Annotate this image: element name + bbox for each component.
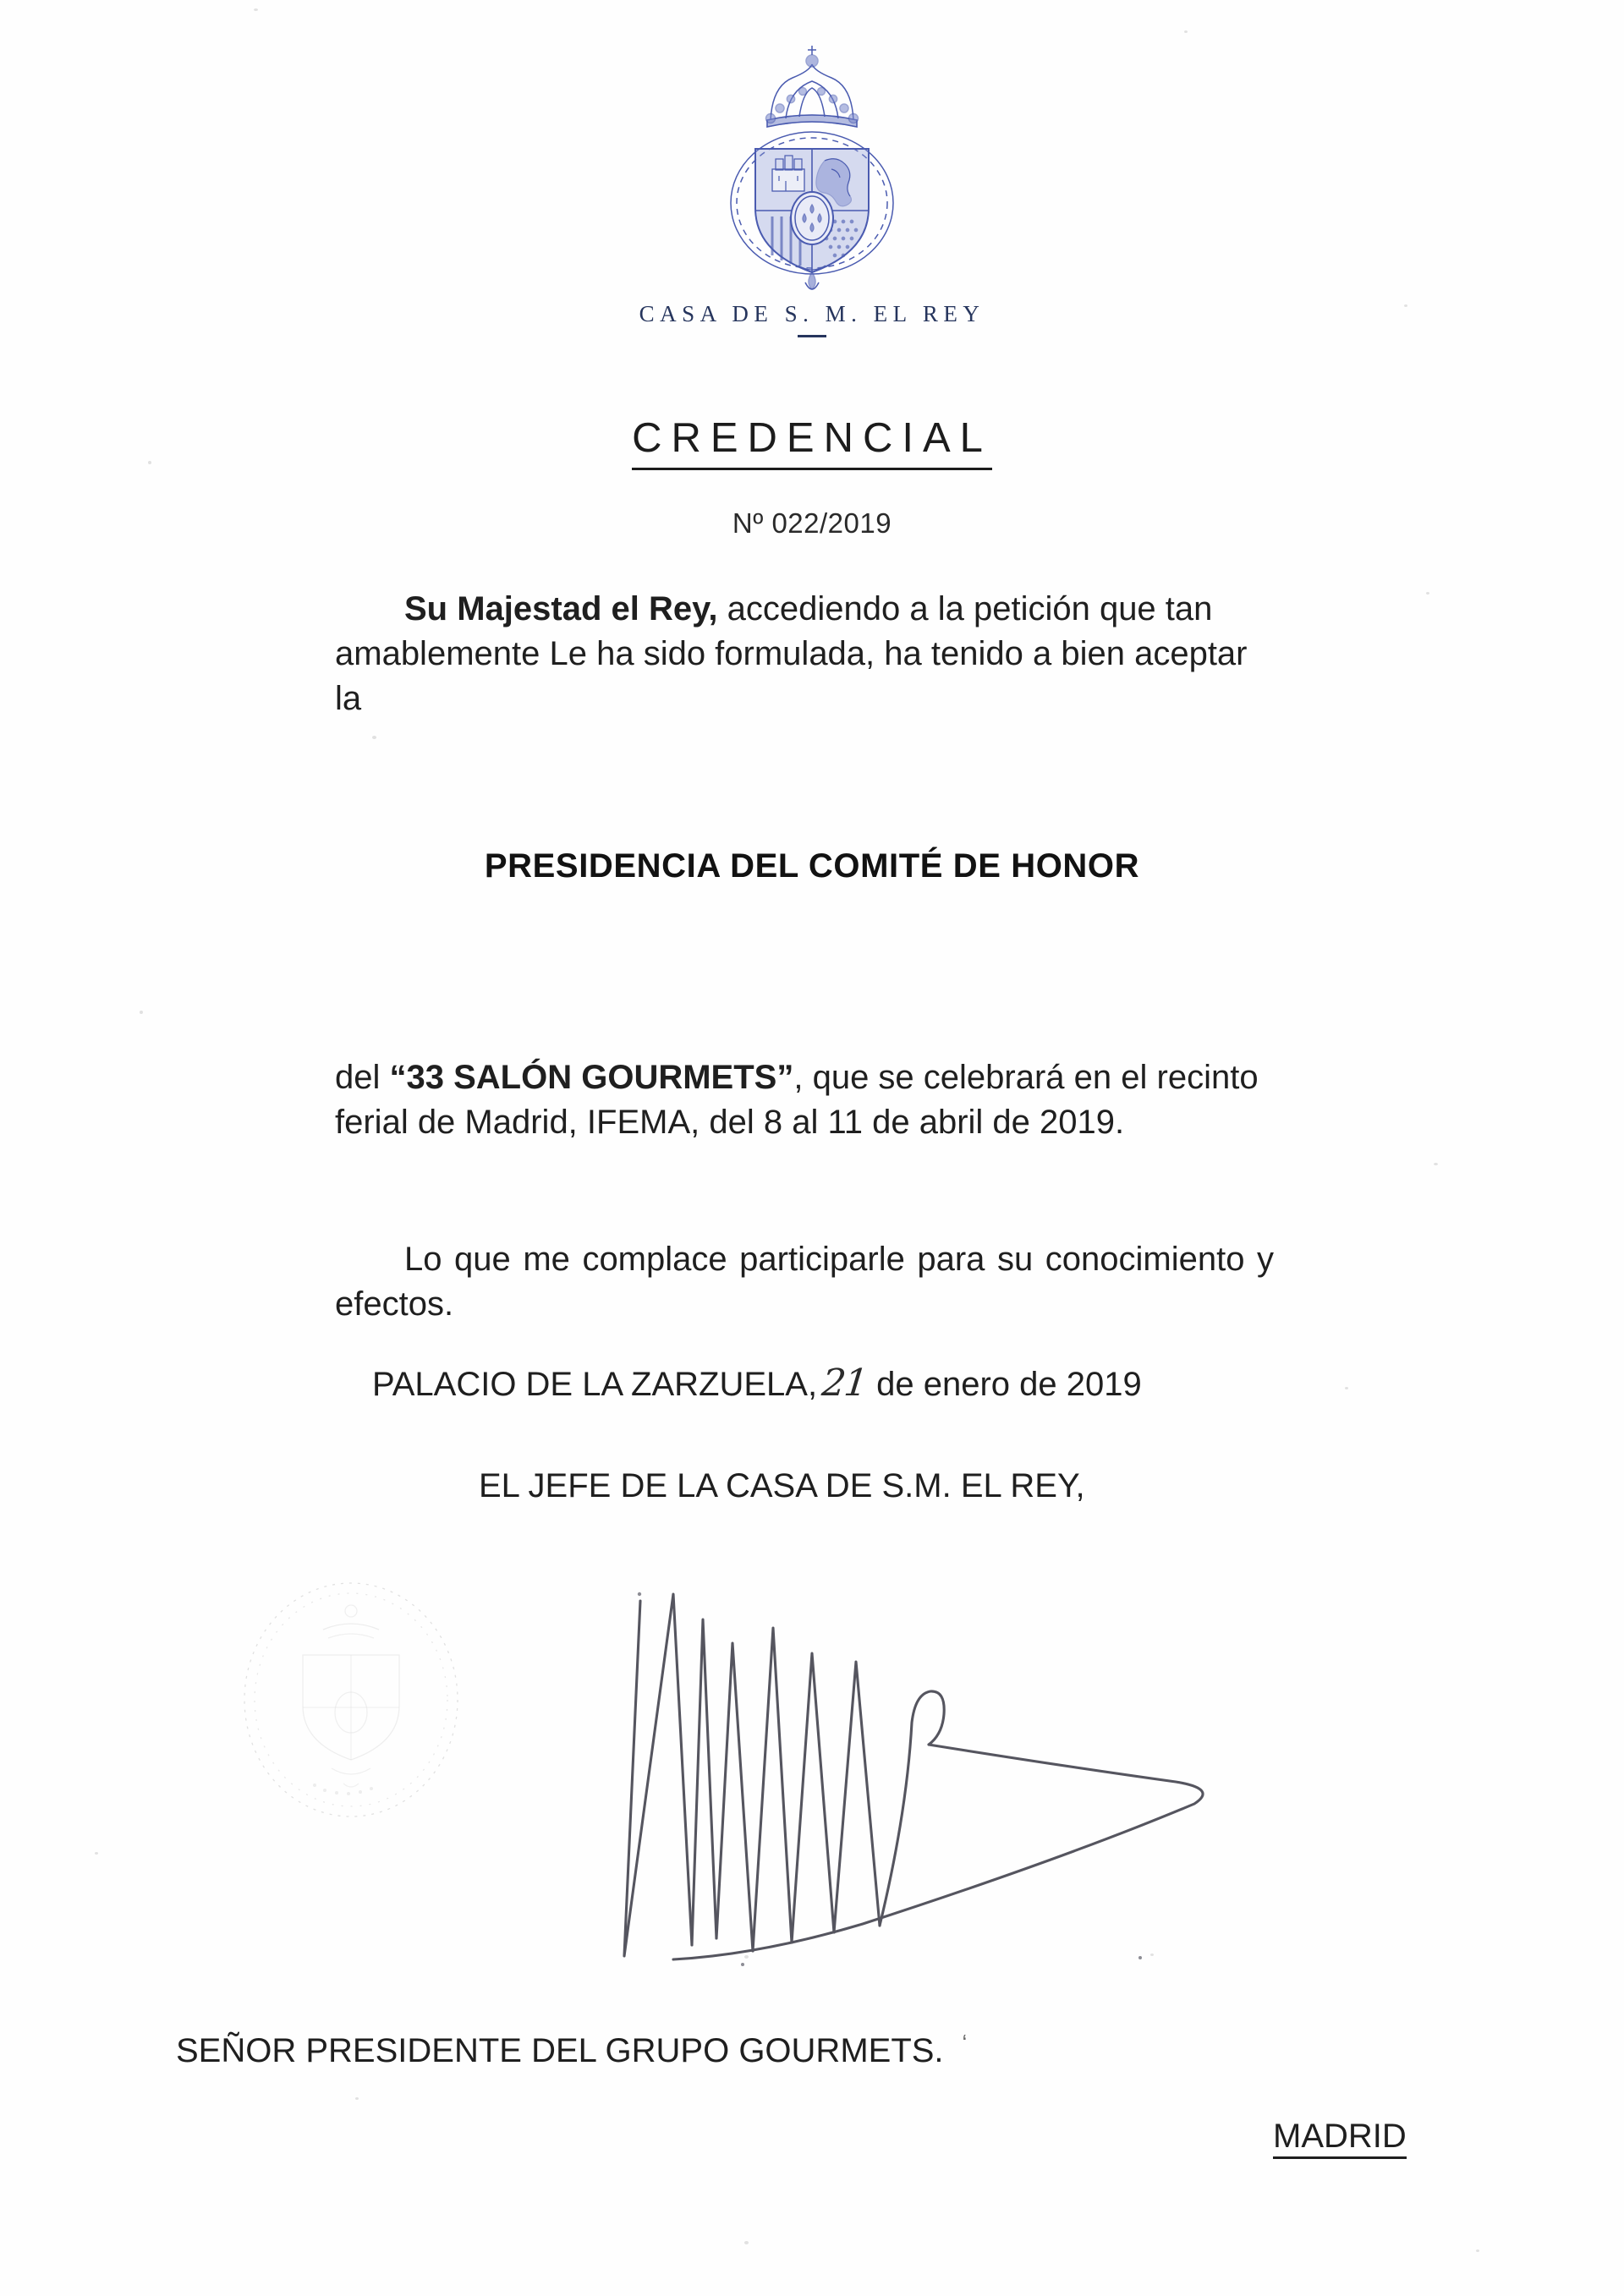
scan-speck [744, 1955, 749, 1959]
page-title: CREDENCIAL [632, 414, 992, 470]
honor-committee-heading: PRESIDENCIA DEL COMITÉ DE HONOR [484, 847, 1140, 885]
scan-speck [1476, 2249, 1479, 2252]
scan-speck [148, 461, 151, 464]
document-number: Nº 022/2019 [732, 507, 892, 539]
dateline-place: PALACIO DE LA ZARZUELA, [372, 1366, 818, 1403]
scan-speck [355, 2097, 359, 2100]
royal-title-bold: Su Majestad el Rey, [404, 590, 718, 627]
embossed-royal-seal-icon [237, 1577, 465, 1822]
signature-area [118, 1560, 1387, 1992]
title-block [0, 414, 1624, 539]
handwritten-signature-icon [592, 1560, 1286, 1983]
letterhead-organization: CASA DE S. M. EL REY [639, 301, 985, 326]
addressee-text: SEÑOR PRESIDENTE DEL GRUPO GOURMETS. [176, 2032, 944, 2069]
paragraph-three [335, 1237, 1274, 1327]
addressee-city: MADRID [1273, 2118, 1407, 2159]
event-prefix: del [335, 1059, 390, 1096]
scan-speck [1184, 30, 1188, 33]
scan-speck [1404, 304, 1407, 307]
dateline-rest: de enero de 2019 [876, 1366, 1142, 1403]
handwritten-day: 21 [820, 1362, 869, 1405]
event-name-bold: “33 SALÓN GOURMETS” [389, 1059, 794, 1096]
scan-speck [95, 1852, 98, 1855]
paragraph-three-text: Lo que me complace participarle para su conocimiento y efectos. [335, 1241, 1274, 1323]
scan-speck [1345, 1387, 1348, 1389]
spanish-royal-coat-of-arms-icon [698, 42, 926, 296]
scan-speck [1426, 592, 1429, 595]
paragraph-one [335, 587, 1274, 722]
scan-speck [140, 1011, 143, 1014]
paragraph-two [335, 1055, 1274, 1145]
letterhead [0, 42, 1624, 337]
scan-speck [1434, 1163, 1438, 1165]
addressee-mark: ‘ [962, 2030, 968, 2055]
dateline [372, 1362, 1142, 1405]
scan-speck [254, 8, 258, 11]
paragraph-one-text: accediendo a la petición que tan amablemente Le ha sido formulada, ha tenido a bien aceptar la [335, 590, 1248, 718]
addressee-line [176, 2030, 967, 2070]
letterhead-rule [798, 335, 826, 337]
signatory-title: EL JEFE DE LA CASA DE S.M. EL REY, [479, 1467, 1085, 1504]
scan-speck [372, 736, 376, 739]
scan-speck [1150, 1954, 1154, 1956]
paragraph-two-text: , que se celebrará en el recinto ferial de Madrid, IFEMA, del 8 al 11 de abril de 2019. [335, 1059, 1259, 1142]
scan-speck [744, 2241, 749, 2244]
